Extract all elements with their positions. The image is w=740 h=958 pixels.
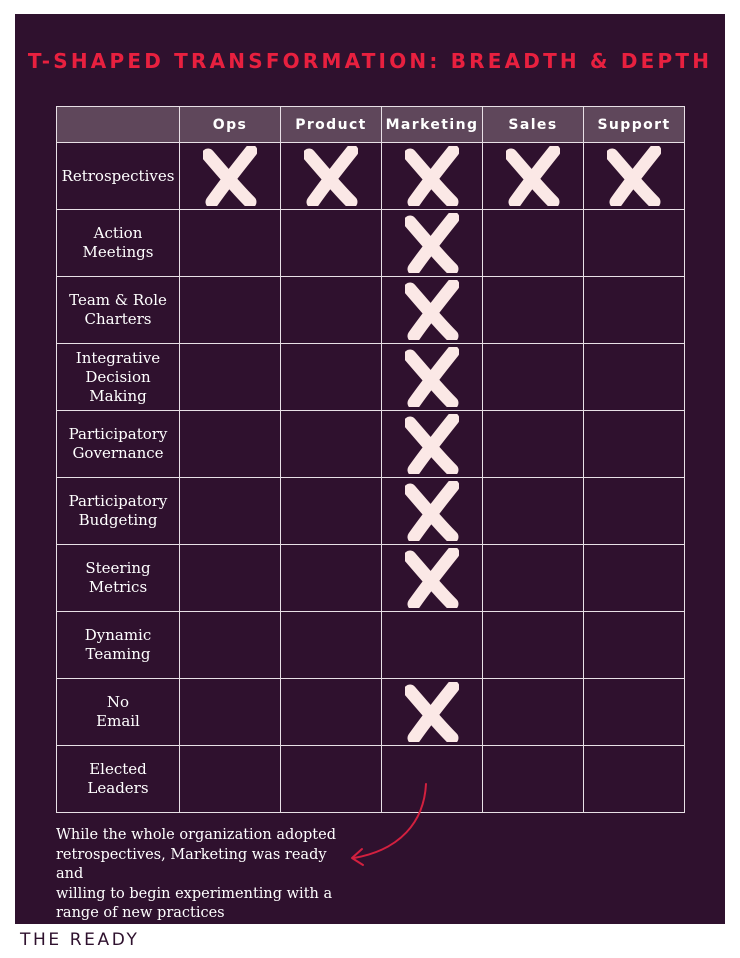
matrix-cell — [483, 411, 584, 478]
x-mark-icon — [483, 146, 583, 206]
row-label: Integrative Decision Making — [57, 344, 180, 411]
matrix-cell — [584, 277, 685, 344]
matrix-cell — [281, 612, 382, 679]
matrix-cell — [584, 545, 685, 612]
matrix-cell — [281, 411, 382, 478]
matrix-cell — [180, 411, 281, 478]
x-mark-icon — [180, 146, 280, 206]
matrix-cell — [180, 210, 281, 277]
matrix-cell — [180, 545, 281, 612]
matrix-cell — [382, 143, 483, 210]
matrix-cell — [382, 478, 483, 545]
matrix-cell — [584, 746, 685, 813]
matrix-cell — [180, 344, 281, 411]
row-label: Participatory Budgeting — [57, 478, 180, 545]
table-row — [57, 277, 685, 344]
matrix-cell — [180, 143, 281, 210]
column-header: Sales — [483, 107, 584, 143]
matrix-cell — [483, 746, 584, 813]
column-header: Support — [584, 107, 685, 143]
row-label: Action Meetings — [57, 210, 180, 277]
header-row — [57, 107, 685, 143]
matrix-cell — [483, 612, 584, 679]
table-row — [57, 545, 685, 612]
x-mark-icon — [382, 548, 482, 608]
page-title: T-SHAPED TRANSFORMATION: BREADTH & DEPTH — [27, 49, 713, 73]
matrix-cell — [584, 478, 685, 545]
matrix-cell — [281, 545, 382, 612]
practice-matrix — [56, 106, 685, 813]
matrix-cell — [584, 210, 685, 277]
table-row — [57, 478, 685, 545]
header-corner — [57, 107, 180, 143]
table-row — [57, 210, 685, 277]
matrix-cell — [483, 344, 584, 411]
matrix-cell — [483, 545, 584, 612]
matrix-cell — [584, 143, 685, 210]
matrix-cell — [180, 612, 281, 679]
table-row — [57, 143, 685, 210]
column-header: Marketing — [382, 107, 483, 143]
column-header: Ops — [180, 107, 281, 143]
curved-arrow-icon — [340, 780, 440, 870]
x-mark-icon — [382, 280, 482, 340]
matrix-cell — [281, 143, 382, 210]
matrix-cell — [180, 746, 281, 813]
row-label: Steering Metrics — [57, 545, 180, 612]
matrix-cell — [281, 210, 382, 277]
matrix-cell — [584, 612, 685, 679]
matrix-cell — [382, 210, 483, 277]
matrix-cell — [180, 277, 281, 344]
x-mark-icon — [584, 146, 684, 206]
brand-logo: THE READY — [20, 930, 140, 950]
x-mark-icon — [382, 481, 482, 541]
matrix-cell — [483, 210, 584, 277]
row-label: Participatory Governance — [57, 411, 180, 478]
table-row — [57, 612, 685, 679]
matrix-cell — [382, 612, 483, 679]
caption-text: While the whole organization adopted retrospectives, Marketing was ready and willing to begin experimenting with a range of new practices — [56, 827, 336, 921]
matrix-cell — [584, 411, 685, 478]
table-row — [57, 344, 685, 411]
matrix-cell — [584, 679, 685, 746]
x-mark-icon — [382, 146, 482, 206]
x-mark-icon — [382, 347, 482, 407]
matrix-cell — [483, 679, 584, 746]
matrix-cell — [281, 277, 382, 344]
matrix-cell — [180, 478, 281, 545]
row-label: Retrospectives — [57, 143, 180, 210]
row-label: Elected Leaders — [57, 746, 180, 813]
row-label: No Email — [57, 679, 180, 746]
matrix-cell — [584, 344, 685, 411]
matrix-cell — [382, 344, 483, 411]
x-mark-icon — [382, 682, 482, 742]
table-row — [57, 679, 685, 746]
x-mark-icon — [281, 146, 381, 206]
x-mark-icon — [382, 414, 482, 474]
row-label: Team & Role Charters — [57, 277, 180, 344]
row-label: Dynamic Teaming — [57, 612, 180, 679]
matrix-cell — [382, 411, 483, 478]
matrix-cell — [281, 344, 382, 411]
matrix-cell — [382, 277, 483, 344]
table-row — [57, 411, 685, 478]
matrix-cell — [382, 679, 483, 746]
matrix-cell — [382, 545, 483, 612]
x-mark-icon — [382, 213, 482, 273]
matrix-cell — [281, 478, 382, 545]
matrix-cell — [483, 143, 584, 210]
matrix-cell — [281, 679, 382, 746]
matrix-cell — [483, 277, 584, 344]
column-header: Product — [281, 107, 382, 143]
matrix-cell — [483, 478, 584, 545]
matrix-cell — [180, 679, 281, 746]
